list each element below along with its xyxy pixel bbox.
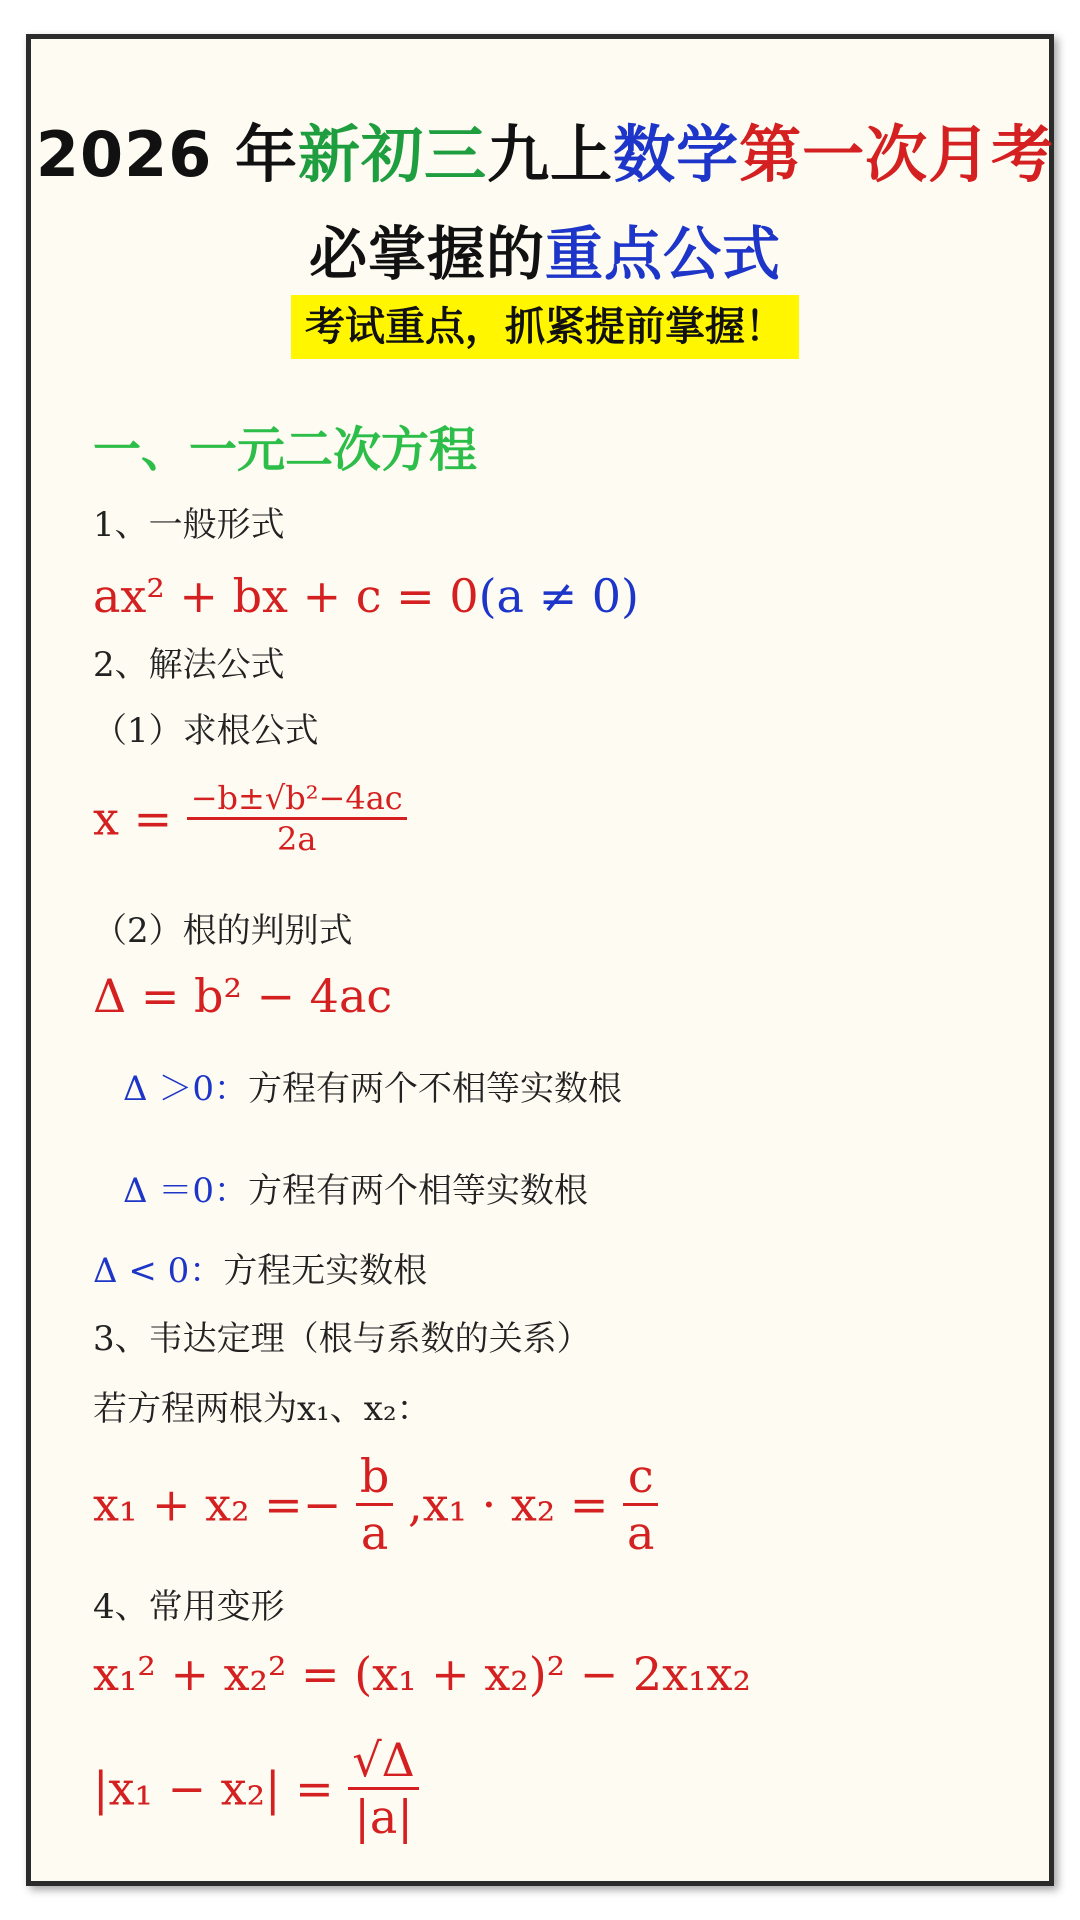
vieta-label: 3、韦达定理（根与系数的关系） [93, 1319, 591, 1359]
general-form-condition: (a ≠ 0) [478, 569, 639, 623]
root-formula-denominator: 2a [277, 820, 317, 858]
discriminant-case [123, 1061, 622, 1110]
vieta-formula [93, 1449, 658, 1559]
transform-formula-2-fraction [348, 1733, 419, 1844]
case-condition: Δ ＞0： [123, 1069, 248, 1109]
subtitle-part: 必掌握的 [308, 220, 545, 288]
discriminant-formula: Δ = b² − 4ac [93, 969, 393, 1023]
discriminant-label: （2）根的判别式 [93, 911, 353, 951]
vieta-product-lhs: ,x₁ · x₂ = [407, 1477, 609, 1532]
transform-formula-1: x₁² + x₂² = (x₁ + x₂)² − 2x₁x₂ [93, 1647, 751, 1701]
root-formula [93, 779, 407, 889]
vieta-intro: 若方程两根为x₁、x₂： [93, 1389, 431, 1429]
case-text: 方程有两个相等实数根 [248, 1171, 588, 1211]
transform-formula-2-denominator: |a| [354, 1790, 413, 1844]
page-title [31, 105, 1059, 194]
vieta-sum-numerator: b [356, 1449, 393, 1506]
transform-label: 4、常用变形 [93, 1587, 285, 1627]
vieta-product-numerator: c [623, 1449, 658, 1506]
general-form-label: 1、一般形式 [93, 505, 285, 545]
page-subtitle [31, 207, 1059, 291]
case-text: 方程无实数根 [223, 1251, 428, 1291]
title-part: 新初三 [298, 118, 488, 191]
discriminant-case [93, 1243, 427, 1292]
vieta-sum-lhs: x₁ + x₂ =− [93, 1477, 342, 1532]
case-condition: Δ ＝0： [123, 1171, 248, 1211]
vieta-product-fraction [623, 1449, 658, 1560]
vieta-sum-fraction [356, 1449, 393, 1560]
case-condition: Δ < 0： [93, 1251, 224, 1291]
discriminant-case [123, 1163, 588, 1212]
root-formula-fraction [187, 779, 407, 858]
vieta-product-denominator: a [627, 1506, 655, 1560]
vieta-sum-denominator: a [360, 1506, 389, 1560]
subtitle-part: 重点公式 [545, 220, 782, 288]
case-text: 方程有两个不相等实数根 [248, 1069, 622, 1109]
transform-formula-2 [93, 1733, 419, 1853]
highlight-banner: 考试重点，抓紧提前掌握！ [291, 295, 799, 359]
title-part: 九上 [487, 118, 614, 191]
general-form-formula [93, 569, 639, 623]
general-form-equation: ax² + bx + c = 0 [93, 569, 479, 623]
title-part: 数学 [613, 118, 740, 191]
transform-formula-2-lhs: |x₁ − x₂| = [93, 1761, 334, 1816]
section-heading: 一、一元二次方程 [93, 422, 478, 478]
solution-label: 2、解法公式 [93, 645, 285, 685]
root-formula-lhs: x = [93, 791, 173, 846]
root-formula-label: （1）求根公式 [93, 711, 319, 751]
title-part: 2026 年 [35, 118, 299, 191]
title-part: 第一次月考 [739, 118, 1055, 191]
root-formula-numerator: −b±√b²−4ac [187, 779, 407, 820]
formula-sheet [26, 34, 1054, 1886]
transform-formula-2-numerator: √Δ [348, 1733, 419, 1790]
